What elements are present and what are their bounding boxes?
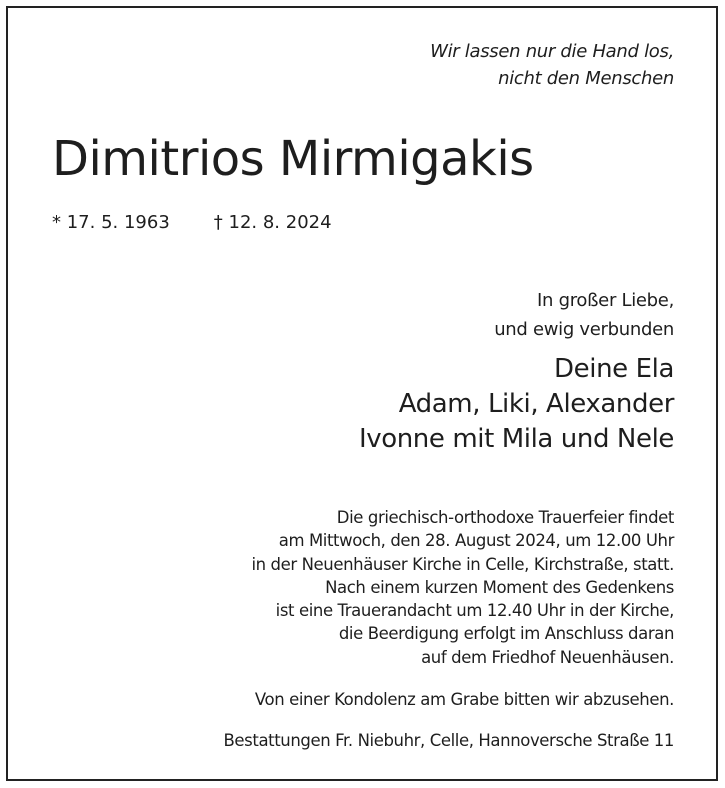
service-line: in der Neuenhäuser Kirche in Celle, Kirchstraße, statt. <box>251 554 674 574</box>
motto-line: Wir lassen nur die Hand los, <box>430 41 674 62</box>
mourner-line: Ivonne mit Mila und Nele <box>358 424 674 454</box>
motto-line: nicht den Menschen <box>498 68 674 89</box>
service-line: am Mittwoch, den 28. August 2024, um 12.00 Uhr <box>278 531 674 551</box>
mourner-line: Adam, Liki, Alexander <box>398 389 674 419</box>
service-line: auf dem Friedhof Neuenhäusen. <box>421 647 674 667</box>
death-date: † 12. 8. 2024 <box>213 212 332 233</box>
service-line: ist eine Trauerandacht um 12.40 Uhr in der Kirche, <box>275 601 674 621</box>
dedication-line: In großer Liebe, <box>537 290 674 311</box>
condolence-note: Von einer Kondolenz am Grabe bitten wir abzusehen. <box>254 690 674 709</box>
life-dates <box>52 211 332 235</box>
dedication <box>494 286 674 344</box>
service-line: die Beerdigung erfolgt im Anschluss daran <box>338 624 674 644</box>
mourner-line: Deine Ela <box>554 354 674 384</box>
birth-date: * 17. 5. 1963 <box>52 212 170 233</box>
undertaker-info: Bestattungen Fr. Niebuhr, Celle, Hannoversche Straße 11 <box>223 731 674 750</box>
service-line: Die griechisch-orthodoxe Trauerfeier findet <box>336 508 674 527</box>
motto <box>430 38 674 92</box>
service-details <box>251 506 674 669</box>
dedication-line: und ewig verbunden <box>494 319 674 340</box>
mourners <box>359 352 674 457</box>
service-line: Nach einem kurzen Moment des Gedenkens <box>325 577 674 597</box>
deceased-name: Dimitrios Mirmigakis <box>52 131 534 187</box>
